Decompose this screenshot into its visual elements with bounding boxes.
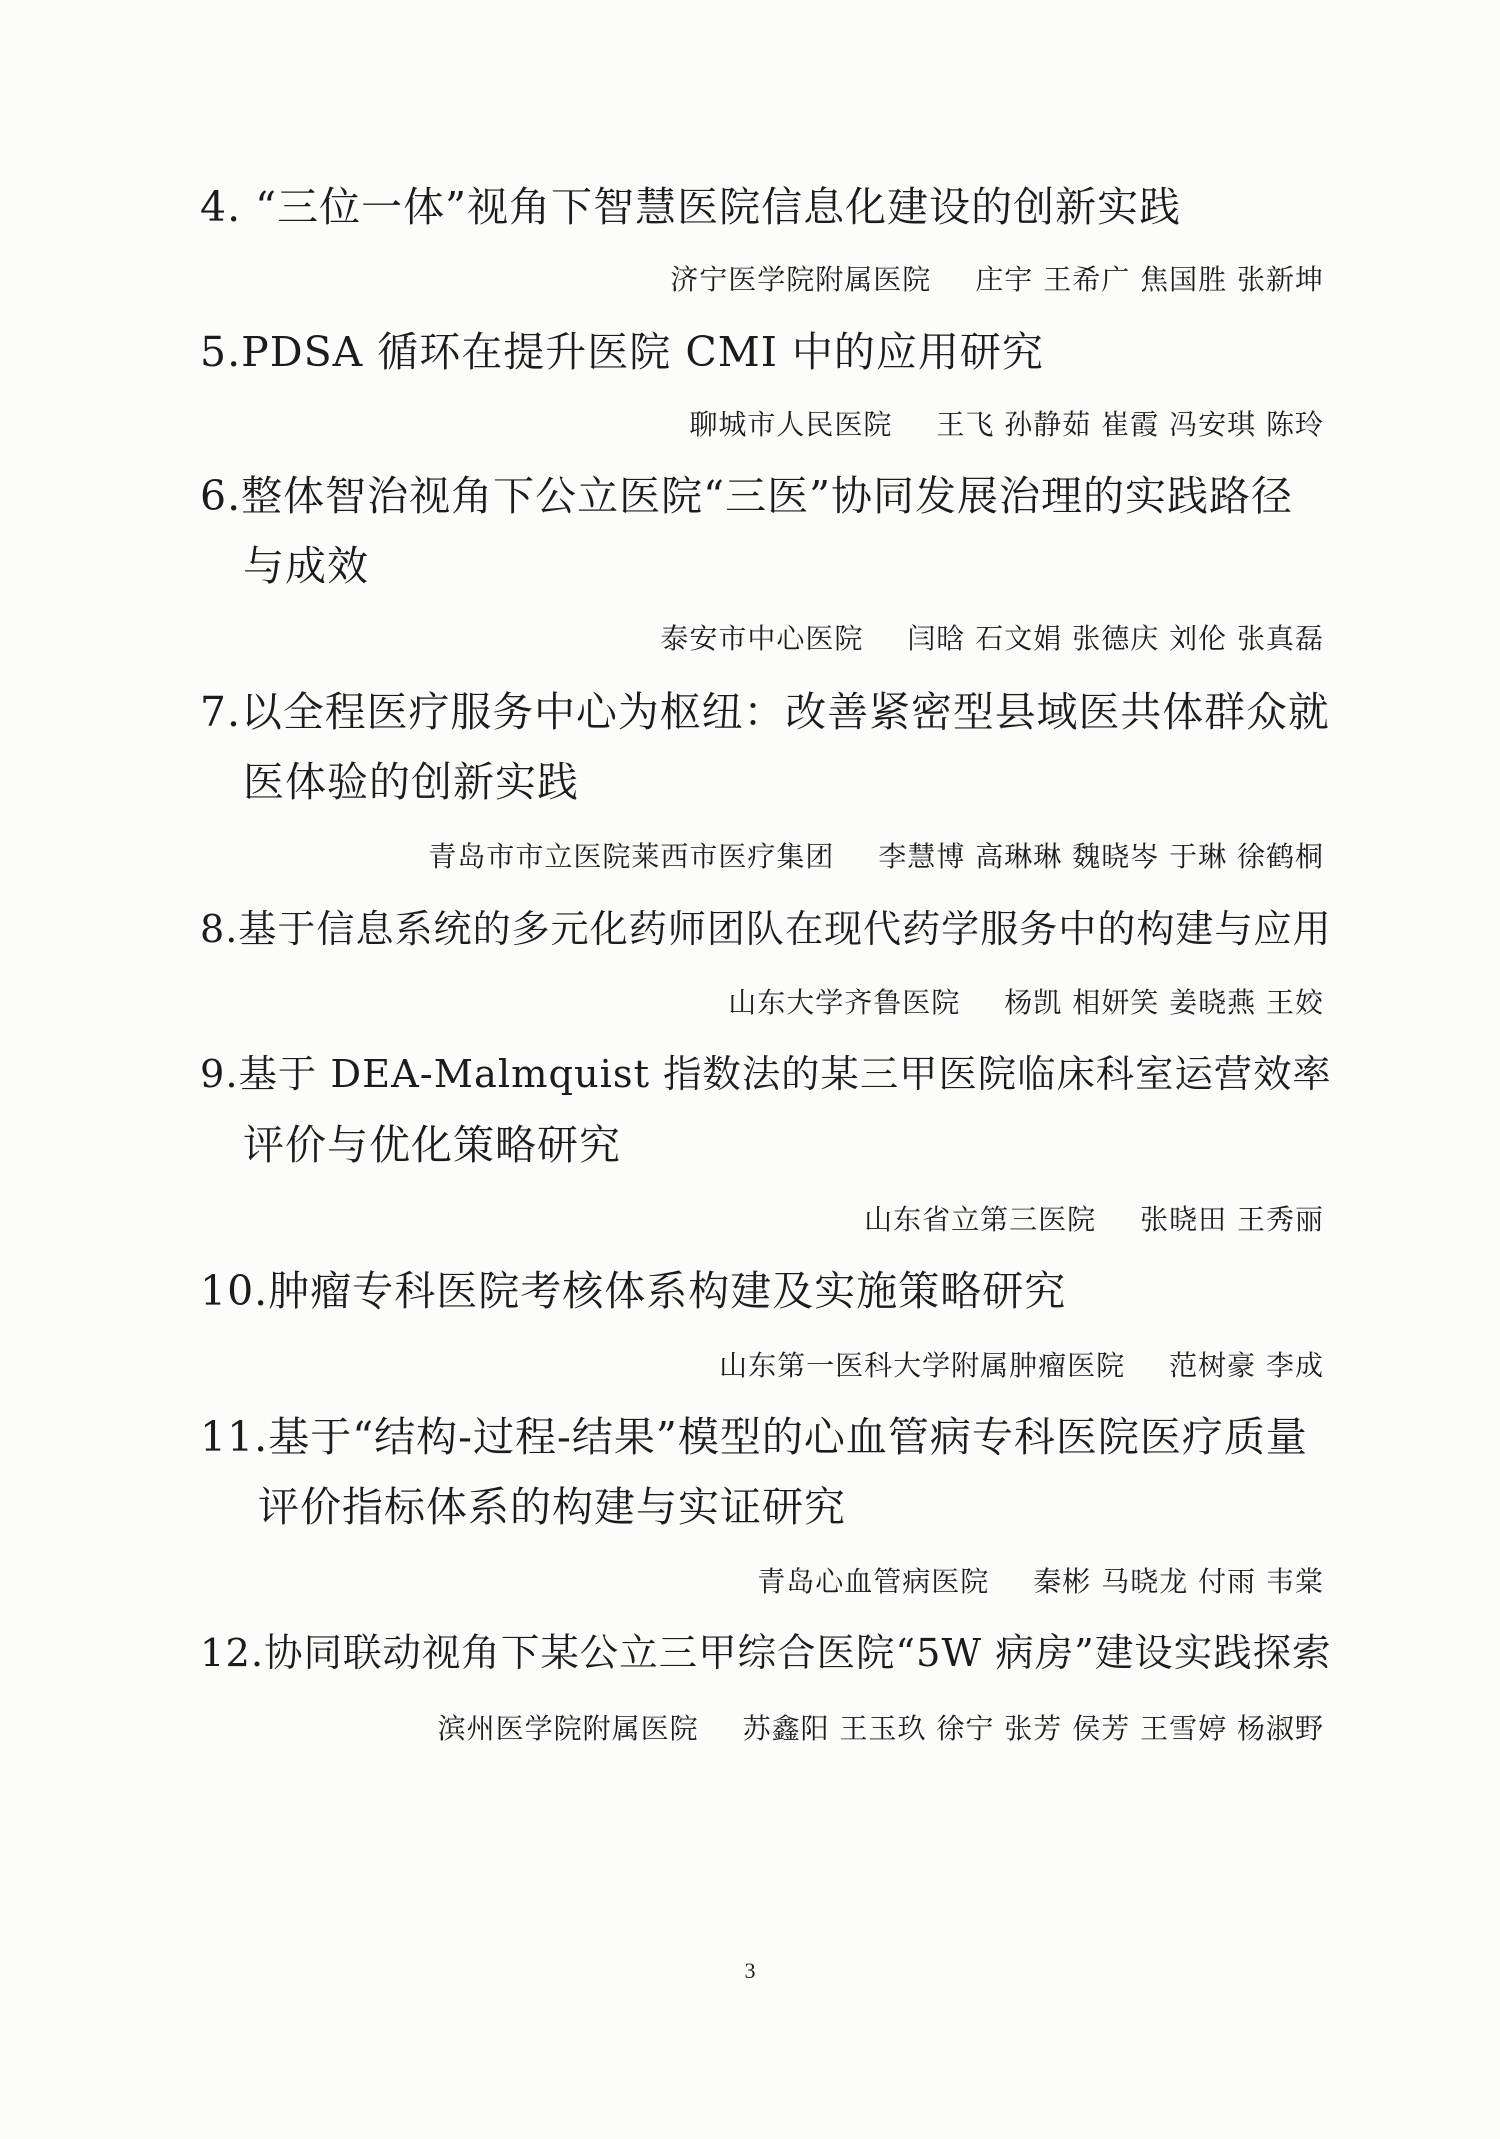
entry-title-continuation: 评价与优化策略研究: [243, 1121, 621, 1169]
entry-title: 8.基于信息系统的多元化药师团队在现代药学服务中的构建与应用: [200, 907, 1332, 951]
entry-title: 11.基于“结构-过程-结果”模型的心血管病专科医院医疗质量: [200, 1413, 1308, 1461]
page-number: 3: [744, 1958, 756, 1983]
entry-authors: [428, 840, 1324, 874]
entry-title: 5.PDSA 循环在提升医院 CMI 中的应用研究: [200, 328, 1044, 376]
entry-institution: 山东省立第三医院: [864, 1203, 1097, 1236]
entry-author-names: 杨凯 相妍笑 姜晓燕 王姣: [1004, 986, 1324, 1019]
entry-title: 4. “三位一体”视角下智慧医院信息化建设的创新实践: [200, 183, 1182, 231]
entry-title: 6.整体智治视角下公立医院“三医”协同发展治理的实践路径: [200, 472, 1294, 520]
entry-title: 12.协同联动视角下某公立三甲综合医院“5W 病房”建设实践探索: [200, 1631, 1332, 1676]
entry-author-names: 苏鑫阳 王玉玖 徐宁 张芳 侯芳 王雪婷 杨淑野: [742, 1712, 1324, 1745]
entry-authors: [728, 986, 1324, 1020]
entry-author-names: 秦彬 马晓龙 付雨 韦棠: [1033, 1565, 1324, 1598]
entry-institution: 泰安市中心医院: [660, 622, 864, 655]
entry-title-continuation: 医体验的创新实践: [243, 758, 579, 806]
entry-authors: [660, 622, 1324, 656]
entry-authors: [689, 408, 1324, 442]
entry-institution: 山东大学齐鲁医院: [728, 986, 961, 1019]
entry-institution: 青岛心血管病医院: [757, 1565, 990, 1598]
entry-institution: 聊城市人民医院: [689, 408, 893, 441]
entry-title: 7.以全程医疗服务中心为枢纽：改善紧密型县域医共体群众就: [200, 688, 1330, 736]
entry-authors: [757, 1565, 1324, 1599]
entry-title-continuation: 与成效: [243, 542, 369, 590]
entry-author-names: 范树豪 李成: [1169, 1349, 1324, 1382]
entry-institution: 滨州医学院附属医院: [437, 1712, 699, 1745]
entry-institution: 青岛市市立医院莱西市医疗集团: [428, 840, 835, 873]
entry-author-names: 李慧博 高琳琳 魏晓岑 于琳 徐鹤桐: [878, 840, 1324, 873]
entry-institution: 山东第一医科大学附属肿瘤医院: [719, 1349, 1126, 1382]
entry-authors: [864, 1203, 1324, 1237]
entry-title: 9.基于 DEA-Malmquist 指数法的某三甲医院临床科室运营效率: [200, 1052, 1332, 1097]
entry-authors: [670, 263, 1324, 297]
entry-authors: [719, 1349, 1324, 1383]
entry-author-names: 闫晗 石文娟 张德庆 刘伦 张真磊: [907, 622, 1324, 655]
entry-title-continuation: 评价指标体系的构建与实证研究: [258, 1483, 846, 1531]
entry-author-names: 张晓田 王秀丽: [1140, 1203, 1324, 1236]
entry-title: 10.肿瘤专科医院考核体系构建及实施策略研究: [200, 1267, 1067, 1315]
entry-institution: 济宁医学院附属医院: [670, 263, 932, 296]
entry-authors: [438, 1712, 1324, 1746]
entry-author-names: 王飞 孙静茹 崔霞 冯安琪 陈玲: [936, 408, 1324, 441]
entry-author-names: 庄宇 王希广 焦国胜 张新坤: [975, 263, 1324, 296]
